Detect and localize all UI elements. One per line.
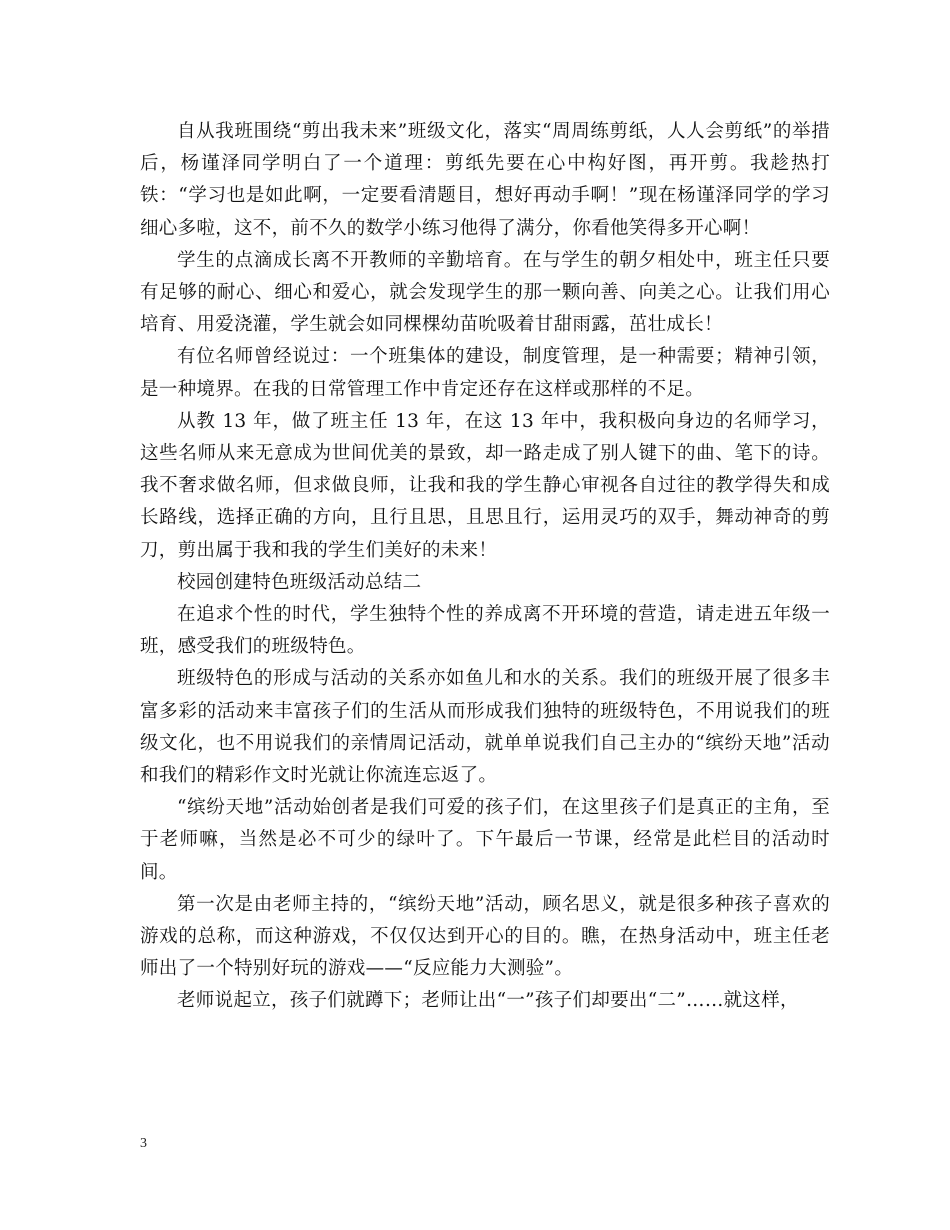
- paragraph: 自从我班围绕“剪出我未来”班级文化，落实“周周练剪纸，人人会剪纸”的举措后，杨谨泽同学明白了一个道理：剪纸先要在心中构好图，再开剪。我趁热打铁：“学习也是如此啊，一定要看清题目，想好再动手啊！”现在杨谨泽同学的学习细心多啦，这不，前不久的数学小练习他得了满分，你看他笑得多开心啊！: [140, 121, 830, 239]
- paragraph: 班级特色的形成与活动的关系亦如鱼儿和水的关系。我们的班级开展了很多丰富多彩的活动来丰富孩子们的生活从而形成我们独特的班级特色，不用说我们的班级文化，也不用说我们的亲情周记活动，就单单说我们自己主办的“缤纷天地”活动和我们的精彩作文时光就让你流连忘返了。: [140, 668, 830, 787]
- page-number: 3: [140, 1136, 147, 1151]
- section-heading: 校园创建特色班级活动总结二: [177, 571, 422, 593]
- paragraph: 在追求个性的时代，学生独特个性的养成离不开环境的营造，请走进五年级一班，感受我们的班级特色。: [140, 604, 830, 658]
- paragraph: 老师说起立，孩子们就蹲下；老师让出“一”孩子们却要出“二”……就这样，: [177, 990, 799, 1012]
- paragraph: 第一次是由老师主持的，“缤纷天地”活动，顾名思义，就是很多种孩子喜欢的游戏的总称，而这种游戏，不仅仅达到开心的目的。瞧，在热身活动中，班主任老师出了一个特别好玩的游戏——“反应能力大测验”。: [140, 893, 830, 980]
- paragraph: “缤纷天地”活动始创者是我们可爱的孩子们，在这里孩子们是真正的主角，至于老师嘛，当然是必不可少的绿叶了。下午最后一节课，经常是此栏目的活动时间。: [140, 797, 830, 883]
- paragraph: 学生的点滴成长离不开教师的辛勤培育。在与学生的朝夕相处中，班主任只要有足够的耐心、细心和爱心，就会发现学生的那一颗向善、向美之心。让我们用心培育、用爱浇灌，学生就会如同棵棵幼苗吮吸着甘甜雨露，茁壮成长！: [140, 249, 830, 336]
- paragraph: 从教 13 年，做了班主任 13 年，在这 13 年中，我积极向身边的名师学习，这些名师从来无意成为世间优美的景致，却一路走成了别人键下的曲、笔下的诗。我不奢求做名师，但求做良师，让我和我的学生静心审视各自过往的教学得失和成长路线，选择正确的方向，且行且思，且思且行，运用灵巧的双手，舞动神奇的剪刀，剪出属于我和我的学生们美好的未来！: [140, 410, 830, 561]
- paragraph: 有位名师曾经说过：一个班集体的建设，制度管理，是一种需要；精神引领，是一种境界。在我的日常管理工作中肯定还存在这样或那样的不足。: [140, 346, 830, 400]
- document-body: [140, 116, 830, 1018]
